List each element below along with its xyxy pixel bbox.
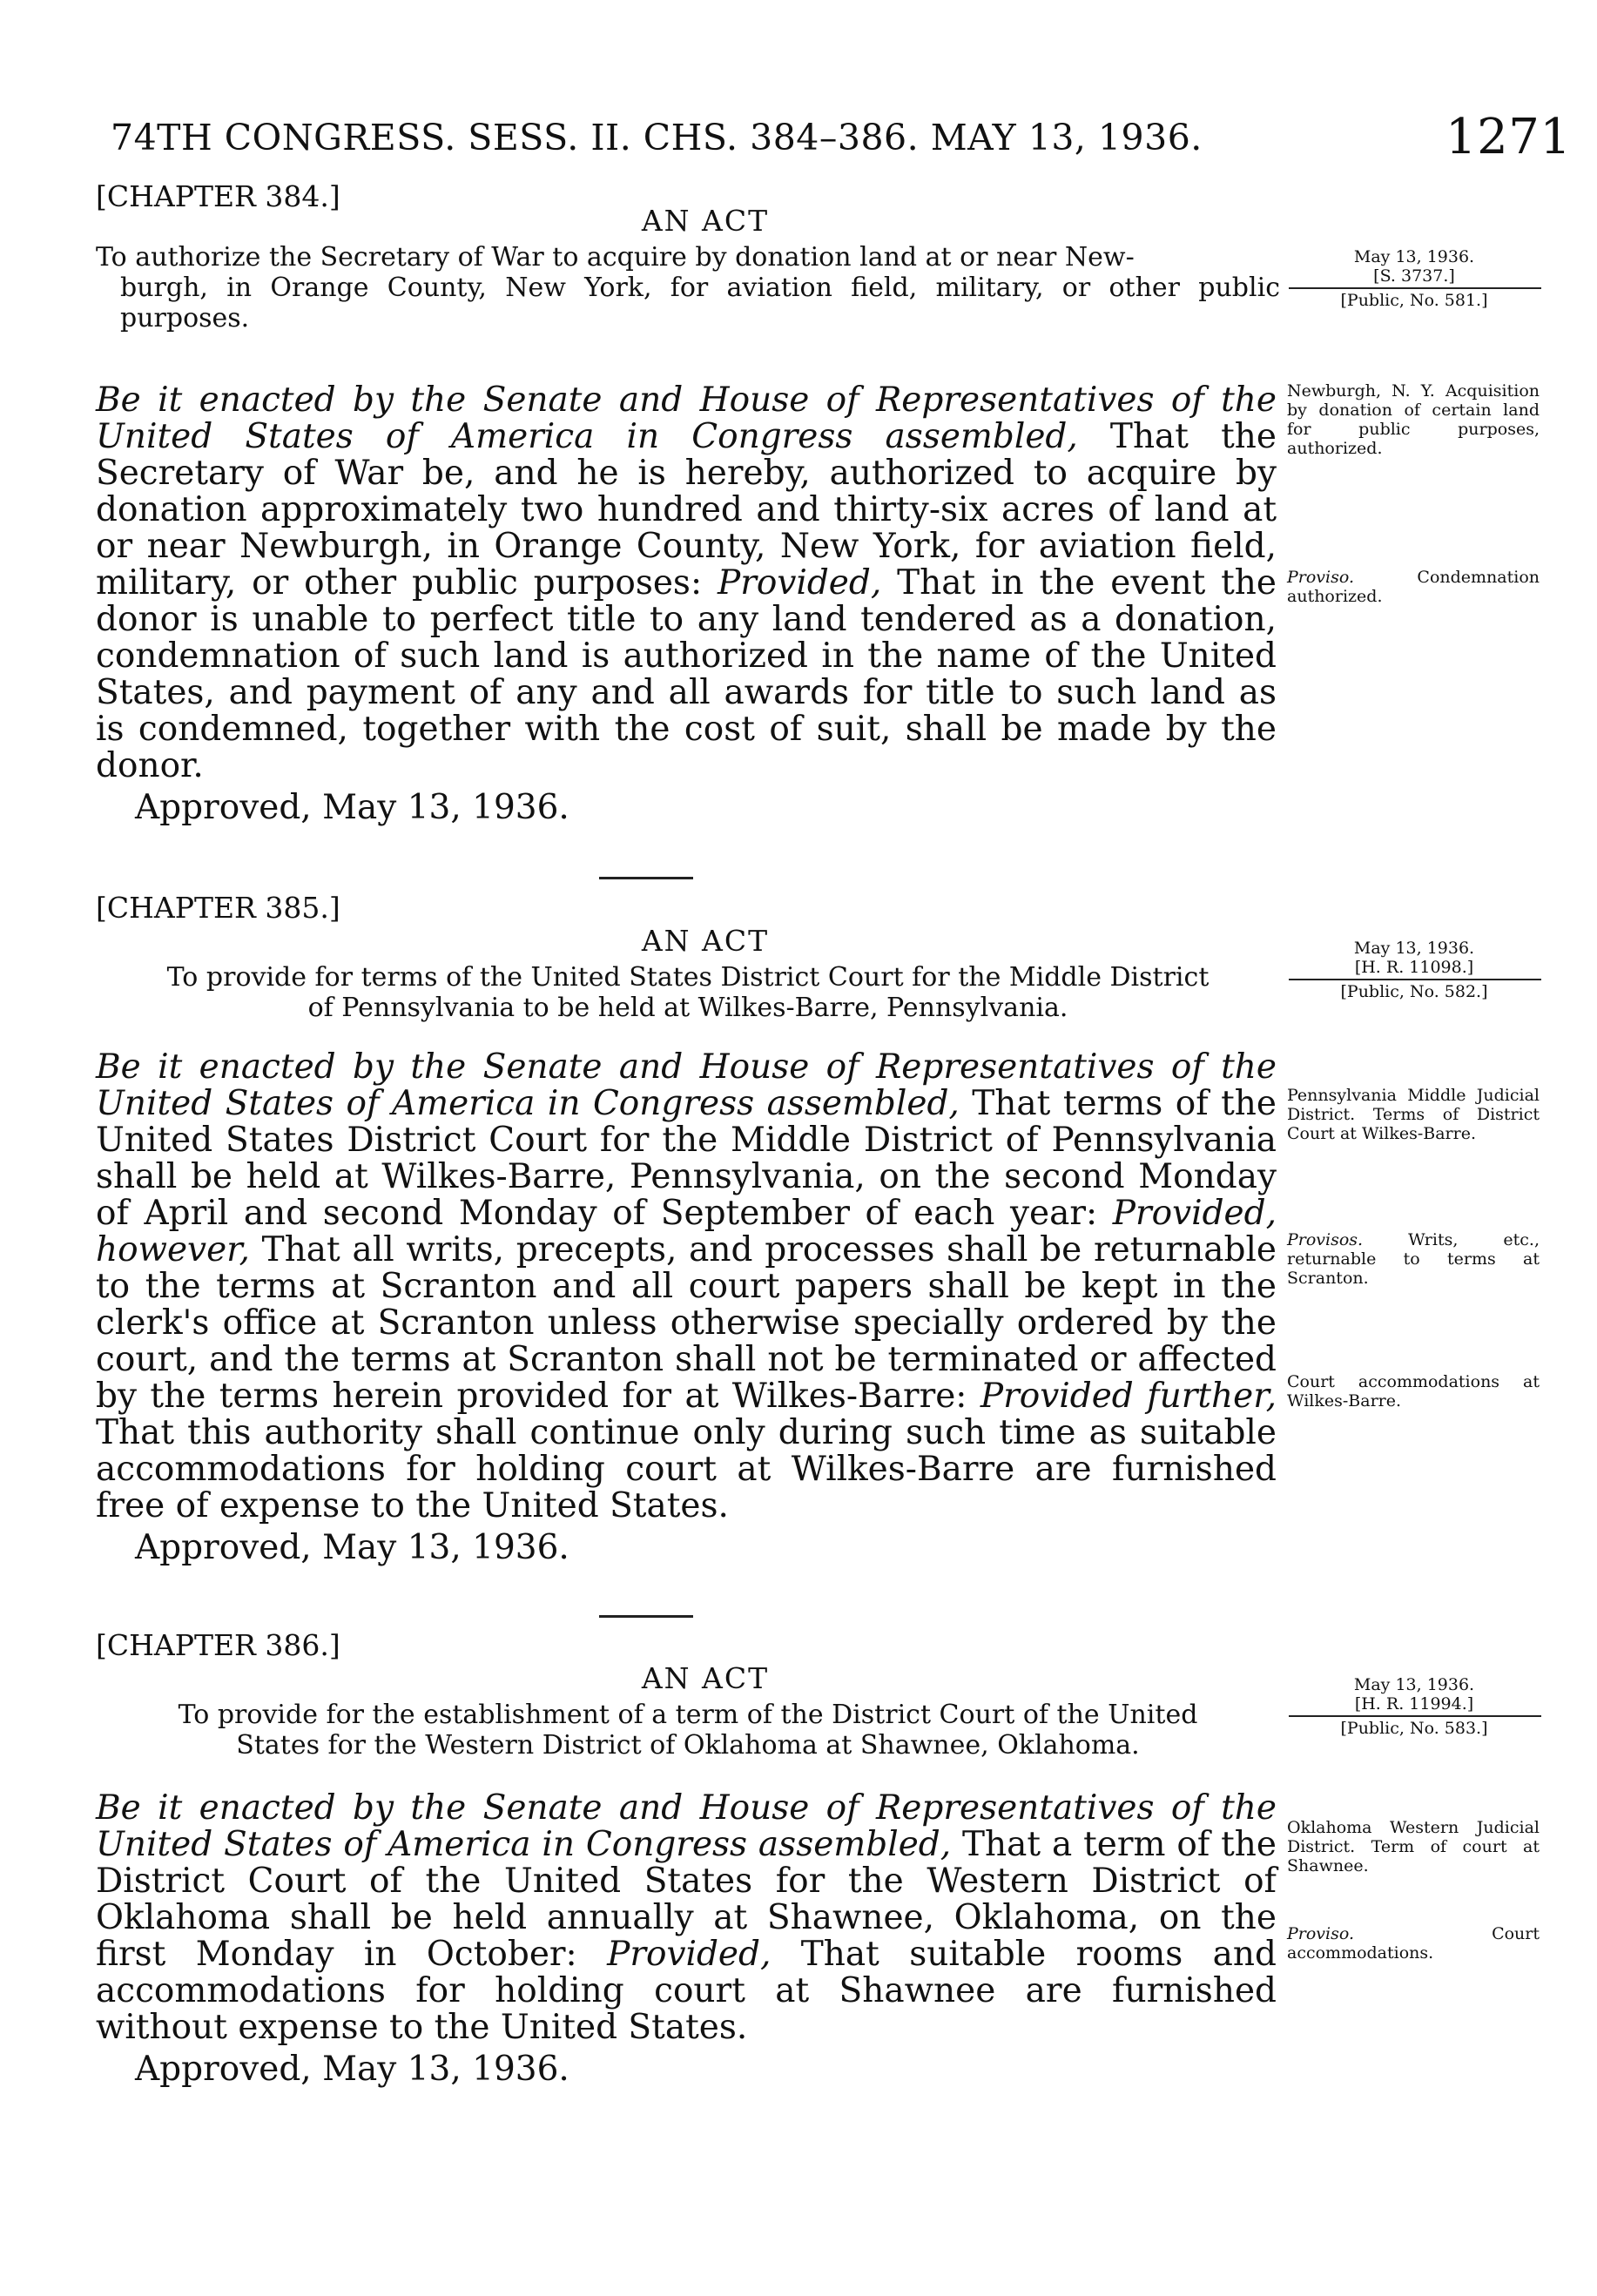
act-title: [96, 242, 1280, 333]
chapter-384: [96, 179, 1280, 828]
an-act-heading: AN ACT: [641, 1661, 770, 1695]
margin-note: Oklahoma Western Judicial District. Term of court at Shawnee.: [1287, 1818, 1540, 1875]
an-act-heading: AN ACT: [641, 924, 770, 958]
side-public-number: [Public, No. 582.]: [1340, 982, 1488, 1001]
body-text-1: That the Secretary of War be, and he is hereby, authorized to acquire by donation approximately two hundred and thirty-six acres of land at or near Newburgh, in Orange County, New York, for aviation field, military, or other public purposes:: [96, 417, 1277, 603]
side-date: May 13, 1936.: [1353, 1675, 1475, 1694]
chapter-label: [CHAPTER 385.]: [96, 891, 340, 925]
an-act-heading: AN ACT: [641, 204, 770, 238]
approved-line: Approved, May 13, 1936.: [135, 1528, 569, 1567]
act-title-line2: burgh, in Orange County, New York, for aviation field, military, or other public purposes.: [120, 273, 1280, 333]
act-body: [96, 382, 1277, 784]
side-bill-number: [H. R. 11994.]: [1354, 1694, 1474, 1714]
section-divider: [599, 877, 693, 879]
chapter-386: [96, 1628, 1280, 2090]
act-title-line1: To provide for the establishment of a term of the District Court of the United: [178, 1700, 1198, 1730]
body-text-2: That suitable rooms and accommodations for holding court at Shawnee are furnished without expense to the United States.: [96, 1935, 1277, 2047]
margin-note-proviso-text: Writs, etc., returnable to terms at Scranton.: [1287, 1230, 1540, 1288]
act-title: [96, 1700, 1280, 1761]
side-public-number: [Public, No. 581.]: [1340, 291, 1488, 310]
chapter-384-sidenote-ids: [1296, 247, 1533, 310]
side-bill-number: [S. 3737.]: [1373, 266, 1455, 286]
running-head: 74TH CONGRESS. SESS. II. CHS. 384–386. MAY 13, 1936.: [111, 117, 1203, 158]
approved-line: Approved, May 13, 1936.: [135, 788, 569, 827]
body-text-2: That all writs, precepts, and processes shall be returnable to the terms at Scranton and all court papers shall be kept in the clerk's office at Scranton unless otherwise specially ordered by the court, and the terms at Scranton shall not be terminated or affected by the terms herein provided for at Wilkes-Barre:: [96, 1230, 1277, 1416]
side-date: May 13, 1936.: [1353, 247, 1475, 266]
act-title-line1: To provide for terms of the United States District Court for the Middle District: [166, 962, 1210, 993]
side-rule: [1289, 979, 1541, 980]
margin-note-proviso-head: Provisos.: [1287, 1230, 1364, 1249]
act-title-line2: States for the Western District of Oklahoma at Shawnee, Oklahoma.: [236, 1730, 1140, 1761]
margin-note-proviso-text: Court accommodations.: [1287, 1924, 1540, 1963]
chapter-386-sidenote-ids: [1296, 1675, 1533, 1738]
side-public-number: [Public, No. 583.]: [1340, 1719, 1488, 1738]
proviso-word-2: Provided further,: [980, 1377, 1277, 1416]
page-number: 1271: [1445, 109, 1572, 165]
chapter-385-sidenote-ids: [1296, 939, 1533, 1001]
chapter-label: [CHAPTER 386.]: [96, 1628, 340, 1662]
margin-note-proviso: [1287, 1924, 1540, 1963]
margin-note-proviso-head: Proviso.: [1287, 1924, 1355, 1943]
proviso-word: Provided, however,: [96, 1194, 1277, 1269]
body-text-3: That this authority shall continue only during such time as suitable accommodations for holding court at Wilkes-Barre are furnished free of expense to the United States.: [96, 1413, 1277, 1525]
section-divider: [599, 1615, 693, 1618]
margin-note-proviso: [1287, 568, 1540, 606]
body-text-2: That in the event the donor is unable to perfect title to any land tendered as a donation, condemnation of such land is authorized in the name of the United States, and payment of any and all awards for title to such land as is condemned, together with the cost of suit, shall be made by the donor.: [96, 563, 1277, 785]
proviso-word: Provided,: [717, 563, 882, 603]
margin-note-provisos: [1287, 1230, 1540, 1288]
approved-line: Approved, May 13, 1936.: [135, 2050, 569, 2089]
act-body: [96, 1790, 1277, 2046]
act-body: [96, 1049, 1277, 1525]
side-rule: [1289, 1715, 1541, 1717]
margin-note-proviso-head: Proviso.: [1287, 568, 1355, 587]
side-date: May 13, 1936.: [1353, 939, 1475, 958]
body-text-1: That a term of the District Court of the United States for the Western District of Oklahoma shall be held annually at Shawnee, Oklahoma, on the first Monday in October:: [96, 1825, 1277, 1974]
enacting-clause: Be it enacted by the Senate and House of Representatives of the United States of America in Congress assembled,: [96, 380, 1277, 456]
chapter-385: [96, 891, 1280, 1568]
side-bill-number: [H. R. 11098.]: [1354, 958, 1474, 977]
body-text-1: That terms of the United States District Court for the Middle District of Pennsylvania shall be held at Wilkes-Barre, Pennsylvania, on the second Monday of April and second Monday of September of each year:: [96, 1084, 1277, 1233]
margin-note: Newburgh, N. Y. Acquisition by donation of certain land for public purposes, authorized.: [1287, 381, 1540, 458]
enacting-clause: Be it enacted by the Senate and House of Representatives of the United States of America in Congress assembled,: [96, 1788, 1277, 1864]
proviso-word: Provided,: [607, 1935, 772, 1974]
margin-note: Pennsylvania Middle Judicial District. Terms of District Court at Wilkes-Barre.: [1287, 1086, 1540, 1143]
chapter-label: [CHAPTER 384.]: [96, 179, 340, 213]
side-rule: [1289, 287, 1541, 289]
act-title: [96, 962, 1280, 1023]
act-title-line1: To authorize the Secretary of War to acquire by donation land at or near New-: [96, 242, 1135, 273]
enacting-clause: Be it enacted by the Senate and House of Representatives of the United States of America in Congress assembled,: [96, 1047, 1277, 1123]
act-title-line2: of Pennsylvania to be held at Wilkes-Barre, Pennsylvania.: [307, 993, 1068, 1023]
margin-note-accommodations: Court accommodations at Wilkes-Barre.: [1287, 1372, 1540, 1411]
margin-note-proviso-text: Condemnation authorized.: [1287, 568, 1540, 606]
